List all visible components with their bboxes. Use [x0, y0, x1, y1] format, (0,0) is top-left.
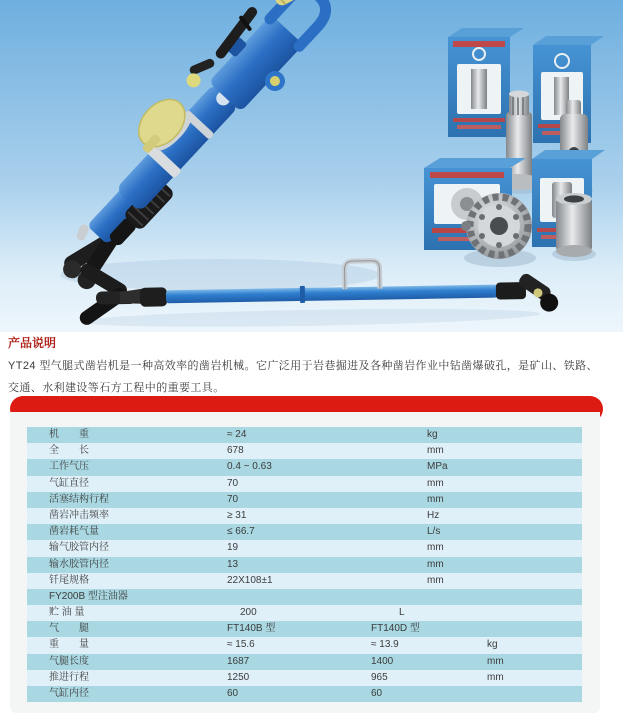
- product-photo-collage: [0, 0, 623, 332]
- spec-label: 机 重: [49, 429, 89, 440]
- spec-row: [27, 443, 582, 459]
- spec-unit: mm: [427, 574, 444, 586]
- spec-label: 凿岩冲击频率: [49, 509, 109, 521]
- spec-value-ft140d: ≈ 13.9: [371, 639, 399, 651]
- spec-row: [27, 589, 582, 605]
- spec-value: ≈ 24: [227, 429, 247, 440]
- product-description: [0, 332, 623, 396]
- spec-value: 22X108±1: [227, 574, 273, 586]
- spec-value-ft140d: 965: [371, 671, 388, 683]
- spec-label: 贮 油 量: [49, 607, 85, 619]
- spec-row: [27, 540, 582, 556]
- spec-row: [27, 654, 582, 670]
- spec-label: 输气胶管内径: [49, 542, 109, 554]
- spec-unit: kg: [487, 639, 498, 651]
- spec-row: [27, 605, 582, 621]
- spec-row: [27, 508, 582, 524]
- spec-value: 200: [240, 607, 257, 619]
- spec-value-ft140d: FT140D 型: [371, 623, 420, 635]
- spec-label: 全 长: [49, 445, 89, 457]
- spec-label: 气缸内径: [49, 688, 89, 699]
- spec-unit: mm: [427, 445, 444, 457]
- spec-value: 0.4 ~ 0.63: [227, 461, 272, 473]
- spec-value: 19: [227, 542, 239, 554]
- spec-label: 活塞结构行程: [49, 493, 109, 505]
- spec-unit: mm: [487, 671, 504, 683]
- spec-value: 13: [227, 558, 239, 570]
- spec-row: [27, 459, 582, 475]
- description-heading: 产品说明: [8, 336, 57, 350]
- spec-unit: mm: [427, 542, 444, 554]
- spec-unit: mm: [487, 655, 504, 667]
- spec-label: 重 量: [49, 639, 89, 651]
- spec-row: [27, 476, 582, 492]
- spec-value-ft140b: FT140B 型: [227, 623, 276, 635]
- spec-value: 70: [227, 477, 239, 489]
- spec-rows: [27, 427, 582, 702]
- spec-value-ft140d: 60: [371, 688, 383, 699]
- spec-label: 钎尾规格: [49, 574, 89, 586]
- spec-row: [27, 621, 582, 637]
- metal-part-sleeve: [552, 193, 596, 261]
- spec-row: [27, 524, 582, 540]
- spec-label: 工作气压: [49, 461, 89, 473]
- spec-unit: L: [399, 607, 405, 619]
- spec-label: 凿岩耗气量: [49, 526, 99, 538]
- spec-unit: Hz: [427, 509, 440, 521]
- spec-label: 气腿长度: [49, 655, 89, 667]
- spec-label: 推进行程: [49, 671, 89, 683]
- spec-label: 输水胶管内径: [49, 558, 109, 570]
- spec-value: 678: [227, 445, 244, 457]
- spec-unit: mm: [427, 493, 444, 505]
- spec-row: [27, 492, 582, 508]
- spec-value: ≥ 31: [227, 509, 247, 521]
- spec-unit: mm: [427, 477, 444, 489]
- photo-collage-svg: [0, 0, 623, 332]
- spec-value-ft140d: 1400: [371, 655, 394, 667]
- spec-row: [27, 637, 582, 653]
- spec-value-ft140b: 1687: [227, 655, 250, 667]
- spec-value: 70: [227, 493, 239, 505]
- spec-table-panel: [10, 412, 600, 713]
- spec-unit: mm: [427, 558, 444, 570]
- spec-value: ≤ 66.7: [227, 526, 255, 538]
- spec-value-ft140b: ≈ 15.6: [227, 639, 255, 651]
- spec-value-ft140b: 60: [227, 688, 239, 699]
- spec-label: 气缸直径: [49, 477, 89, 489]
- spec-row: [27, 427, 582, 443]
- spec-row: [27, 686, 582, 702]
- spec-label: FY200B 型注油器: [49, 590, 128, 602]
- spec-label: 气 腿: [49, 623, 89, 635]
- spec-row: [27, 573, 582, 589]
- spec-row: [27, 557, 582, 573]
- description-line-2: 交通、水利建设等石方工程中的重要工具。: [8, 382, 225, 394]
- spec-value-ft140b: 1250: [227, 671, 250, 683]
- spec-unit: kg: [427, 429, 438, 440]
- spec-unit: L/s: [427, 526, 441, 538]
- spec-unit: MPa: [427, 461, 448, 473]
- spec-row: [27, 670, 582, 686]
- description-line-1: YT24 型气腿式凿岩机是一种高效率的凿岩机械。它广泛用于岩巷掘进及各种凿岩作业中钻凿爆破孔，是矿山、铁路、: [8, 360, 598, 372]
